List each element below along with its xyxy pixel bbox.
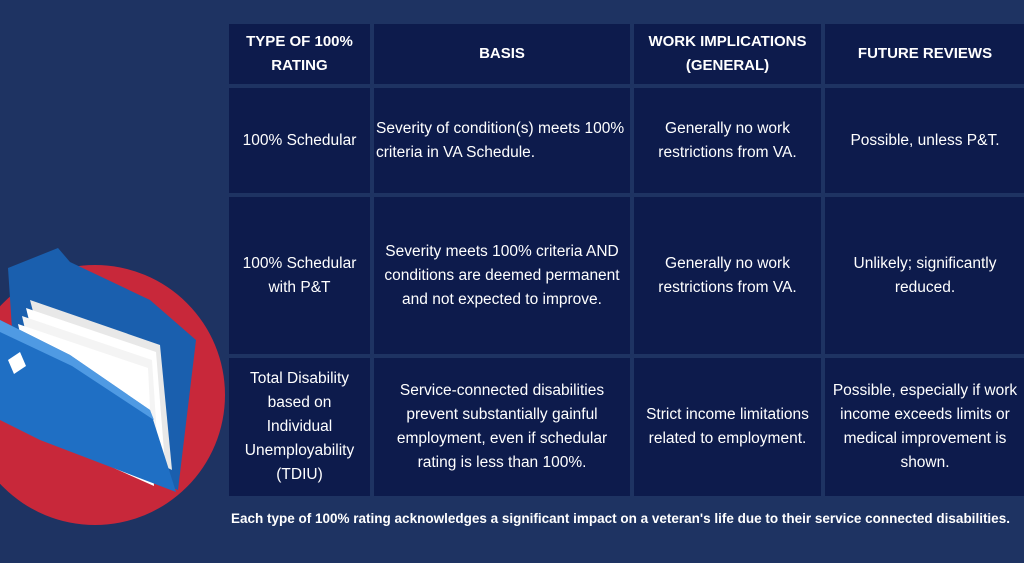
folder-illustration (0, 0, 230, 563)
footer-note: Each type of 100% rating acknowledges a significant impact on a veteran's life due to their service connected disabilities. (231, 511, 1010, 526)
table-cell: Possible, unless P&T. (825, 88, 1024, 193)
table-cell: Severity of condition(s) meets 100% criteria in VA Schedule. (374, 88, 630, 193)
rating-table (229, 24, 1024, 500)
table-cell: Generally no work restrictions from VA. (634, 197, 821, 354)
table-cell: Generally no work restrictions from VA. (634, 88, 821, 193)
table-cell: Unlikely; significantly reduced. (825, 197, 1024, 354)
table-cell: 100% Schedular with P&T (229, 197, 370, 354)
table-cell: Total Disability based on Individual Unemployability (TDIU) (229, 358, 370, 496)
table-cell: Service-connected disabilities prevent substantially gainful employment, even if schedular rating is less than 100%. (374, 358, 630, 496)
table-cell: Severity meets 100% criteria AND conditions are deemed permanent and not expected to improve. (374, 197, 630, 354)
table-cell: Possible, especially if work income exceeds limits or medical improvement is shown. (825, 358, 1024, 496)
table-cell: 100% Schedular (229, 88, 370, 193)
header-type: TYPE OF 100% RATING (229, 24, 370, 84)
header-future-reviews: FUTURE REVIEWS (825, 24, 1024, 84)
header-work-implications: WORK IMPLICATIONS (GENERAL) (634, 24, 821, 84)
table-cell: Strict income limitations related to employment. (634, 358, 821, 496)
header-basis: BASIS (374, 24, 630, 84)
